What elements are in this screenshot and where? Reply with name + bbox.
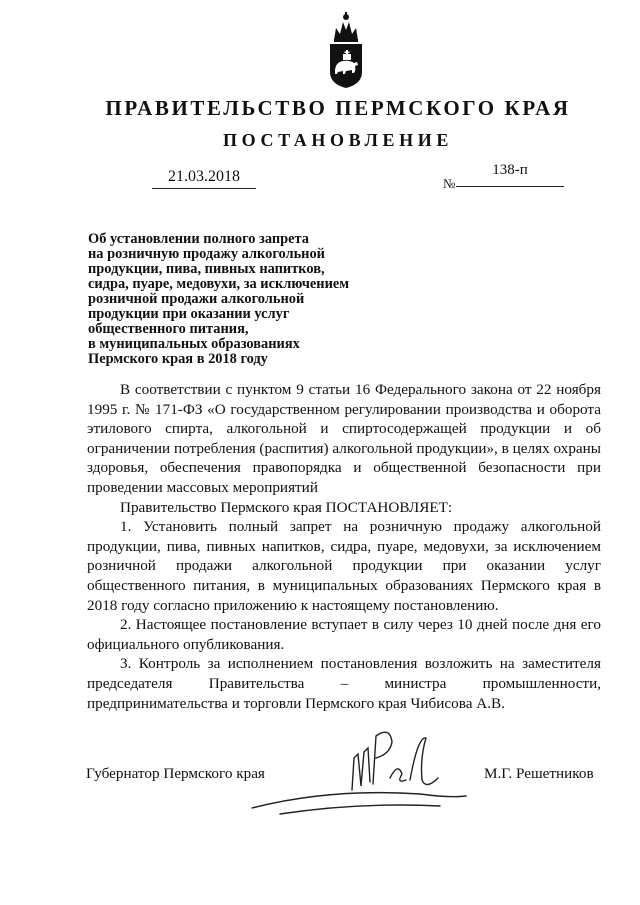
preamble-paragraph: В соответствии с пунктом 9 статьи 16 Федерального закона от 22 ноября 1995 г. № 171-ФЗ «О государственном регулировании производства и оборота этилового спирта, алкогольной и спиртосодержащей продукции и об ограничении потребления (распития) алкогольной продукции», в целях охраны здоровья, обеспечения правопорядка и общественной безопасности при проведении массовых мероприятий [87, 381, 601, 496]
subject-line: на розничную продажу алкогольной [88, 246, 325, 262]
signer-title: Губернатор Пермского края [86, 765, 265, 782]
resolve-paragraph: Правительство Пермского края ПОСТАНОВЛЯЕТ: [120, 498, 453, 516]
subject-line: продукции при оказании услуг [88, 306, 290, 322]
subject-line: в муниципальных образованиях [88, 336, 300, 352]
document-body [87, 380, 601, 713]
subject-line: Об установлении полного запрета [88, 231, 309, 247]
subject-line: общественного питания, [88, 321, 249, 337]
signer-name: М.Г. Решетников [484, 765, 594, 782]
subject-line: продукции, пива, пивных напитков, [88, 261, 325, 277]
subject-line: Пермского края в 2018 году [88, 351, 268, 367]
subject-line: сидра, пуаре, медовухи, за исключением [88, 276, 350, 292]
item-paragraph-3: 3. Контроль за исполнением постановления возложить на заместителя председателя Правительства – министра промышленности, предпринимательства и торговли Пермского края Чибисова А.В. [87, 655, 601, 712]
item-paragraph-2: 2. Настоящее постановление вступает в силу через 10 дней после дня его официального опубликования. [87, 616, 601, 653]
government-title: ПРАВИТЕЛЬСТВО ПЕРМСКОГО КРАЯ [105, 96, 571, 120]
item-paragraph-1: 1. Установить полный запрет на розничную продажу алкогольной продукции, пива, пивных напитков, сидра, пуаре, медовухи, за исключением розничной продажи алкогольной продукции при оказании услуг общественного питания, в муниципальных образованиях Пермского края в 2018 году согласно приложению к настоящему постановлению. [87, 518, 601, 614]
subject-line: розничной продажи алкогольной [88, 291, 305, 307]
document-type: ПОСТАНОВЛЕНИЕ [223, 130, 453, 150]
perm-krai-coat-of-arms-icon [326, 10, 366, 90]
document-subject [88, 232, 388, 367]
document-date: 21.03.2018 [152, 168, 256, 189]
document-number: 138-п [456, 162, 564, 187]
handwritten-signature [240, 718, 470, 818]
number-sign: № [443, 176, 456, 191]
